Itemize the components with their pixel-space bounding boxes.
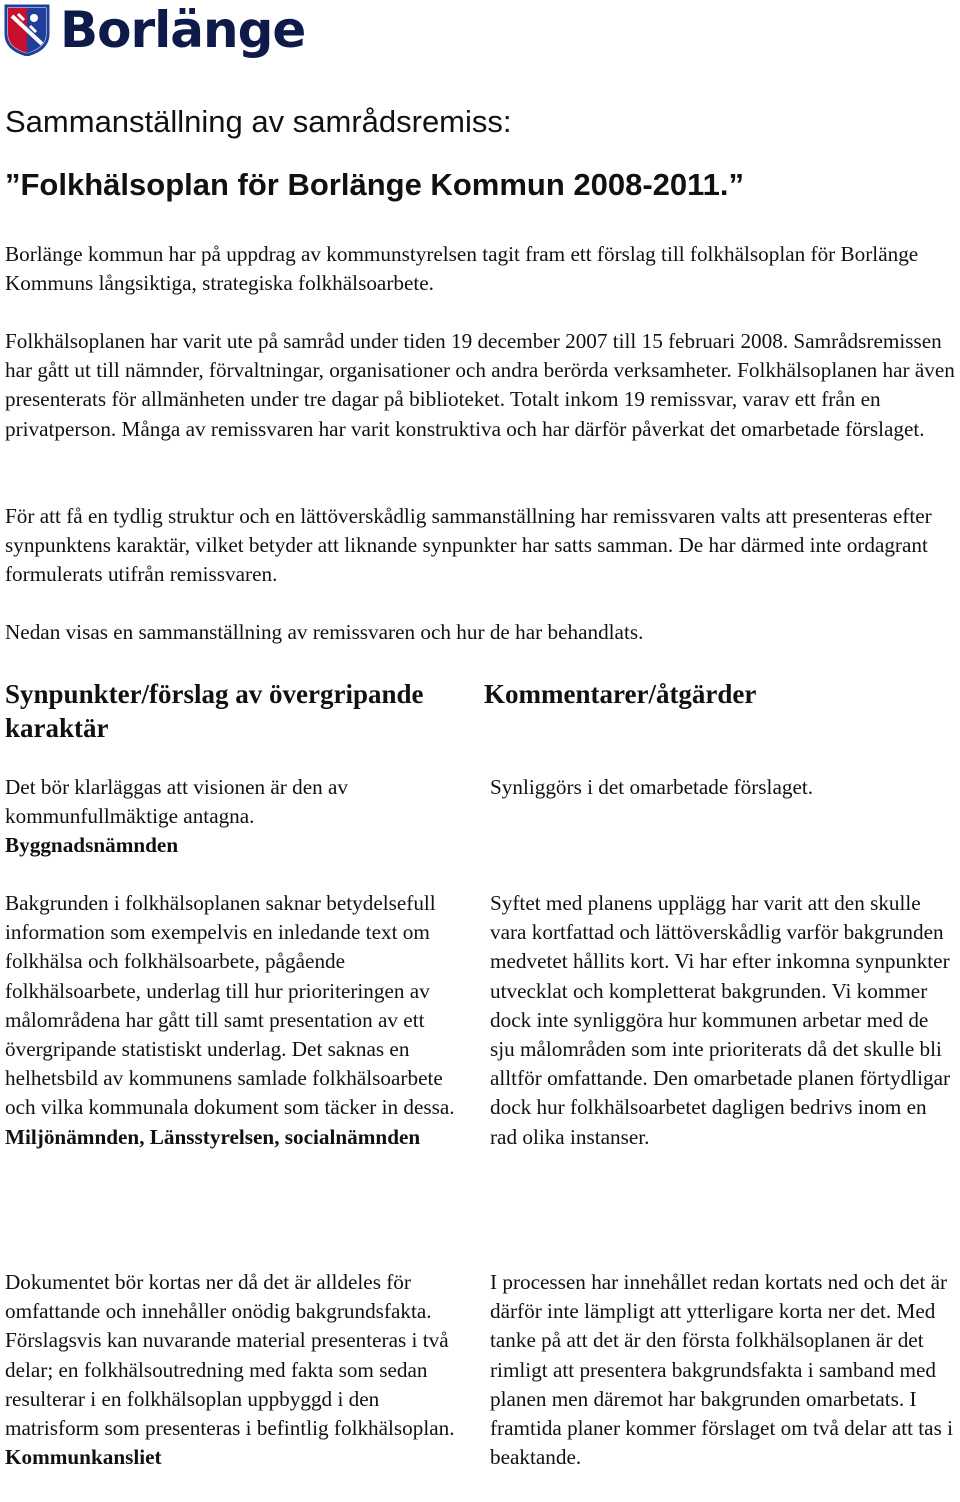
comment-cell: Syftet med planens upplägg har varit att den skulle vara kortfattad och lättöverskådlig varför bakgrunden medvetet hållits kort. Vi har efter inkomna synpunkter utvecklat och kompletterat bakgrunden. Vi kommer dock inte synliggöra hur kommunen arbetar med de sju målområden som inte prioriterats då det skulle bli alltför omfattande. Den omarbetade planen förtydligar dock hur folkhälsoarbetet dagligen bedrivs inom en rad olika instanser.: [490, 891, 951, 1149]
viewpoint-text: Dokumentet bör kortas ner då det är alldeles för omfattande och innehåller onödig bakgrundsfakta. Förslagsvis kan nuvarande material presenteras i två delar; en folkhälsoutredning med fakta som sedan resulterar i en folkhälsoplan uppbyggd i den matrisform som presenteras i befintlig folkhälsoplan.: [5, 1270, 455, 1441]
document-title: Sammanställning av samrådsremiss:: [5, 104, 512, 139]
logo-wordmark: Borlänge: [60, 1, 306, 59]
viewpoint-source: Miljönämnden, Länsstyrelsen, socialnämnden: [5, 1124, 421, 1149]
column-heading-comments: Kommentarer/åtgärder: [484, 679, 757, 709]
structure-paragraph: För att få en tydlig struktur och en lättöverskådlig sammanställning har remissvaren valts att presenteras efter synpunktens karaktär, vilket betyder att liknande synpunkter har satts samman. De har därmed inte ordagrant formulerats utifrån remissvaren.: [5, 504, 932, 587]
viewpoint-cell: [5, 889, 473, 1152]
document-subtitle: ”Folkhälsoplan för Borlänge Kommun 2008-2011.”: [5, 167, 745, 202]
viewpoint-text: Bakgrunden i folkhälsoplanen saknar betydelsefull information som exempelvis en inledande text om folkhälsa och folkhälsoarbete, pågående folkhälsoarbete, underlag till hur prioriteringen av målområdena har gått till samt presentation av ett övergripande statistiskt underlag. Det saknas en helhetsbild av kommunens samlade folkhälsoarbete och vilka kommunala dokument som täcker in dessa.: [5, 891, 455, 1120]
viewpoint-cell: [5, 773, 473, 861]
viewpoint-text: Det bör klarläggas att visionen är den av kommunfullmäktige antagna.: [5, 775, 349, 829]
viewpoint-cell: [5, 1268, 473, 1472]
consultation-paragraph: Folkhälsoplanen har varit ute på samråd under tiden 19 december 2007 till 15 februari 2008. Samrådsremissen har gått ut till nämnder, förvaltningar, organisationer och andra berörda verksamheter. Folkhälsoplanen har även presenterats för allmänheten under tre dagar på biblioteket. Totalt inkom 19 remissvar, varav ett från en privatperson. Många av remissvaren har varit konstruktiva och har därför påverkat det omarbetade förslaget.: [5, 329, 955, 441]
viewpoint-source: Kommunkansliet: [5, 1445, 162, 1470]
column-heading-viewpoints: Synpunkter/förslag av övergripande karaktär: [5, 679, 424, 743]
comment-cell: I processen har innehållet redan kortats ned och det är därför inte lämpligt att ytterligare korta ner det. Med tanke på att det är den första folkhälsoplanen är det rimligt att presentera bakgrundsfakta i samband med planen men däremot har bakgrunden omarbetats. I framtida planer kommer förslaget om två delar att tas i beaktande.: [490, 1270, 954, 1470]
viewpoint-source: Byggnadsnämnden: [5, 833, 179, 858]
intro-paragraph: Borlänge kommun har på uppdrag av kommunstyrelsen tagit fram ett förslag till folkhälsoplan för Borlänge Kommuns långsiktiga, strategiska folkhälsoarbete.: [5, 242, 919, 296]
comment-cell: Synliggörs i det omarbetade förslaget.: [490, 775, 814, 799]
municipality-logo: [4, 2, 305, 58]
summary-intro-paragraph: Nedan visas en sammanställning av remissvaren och hur de har behandlats.: [5, 620, 644, 644]
municipal-coat-of-arms-icon: [4, 4, 50, 56]
